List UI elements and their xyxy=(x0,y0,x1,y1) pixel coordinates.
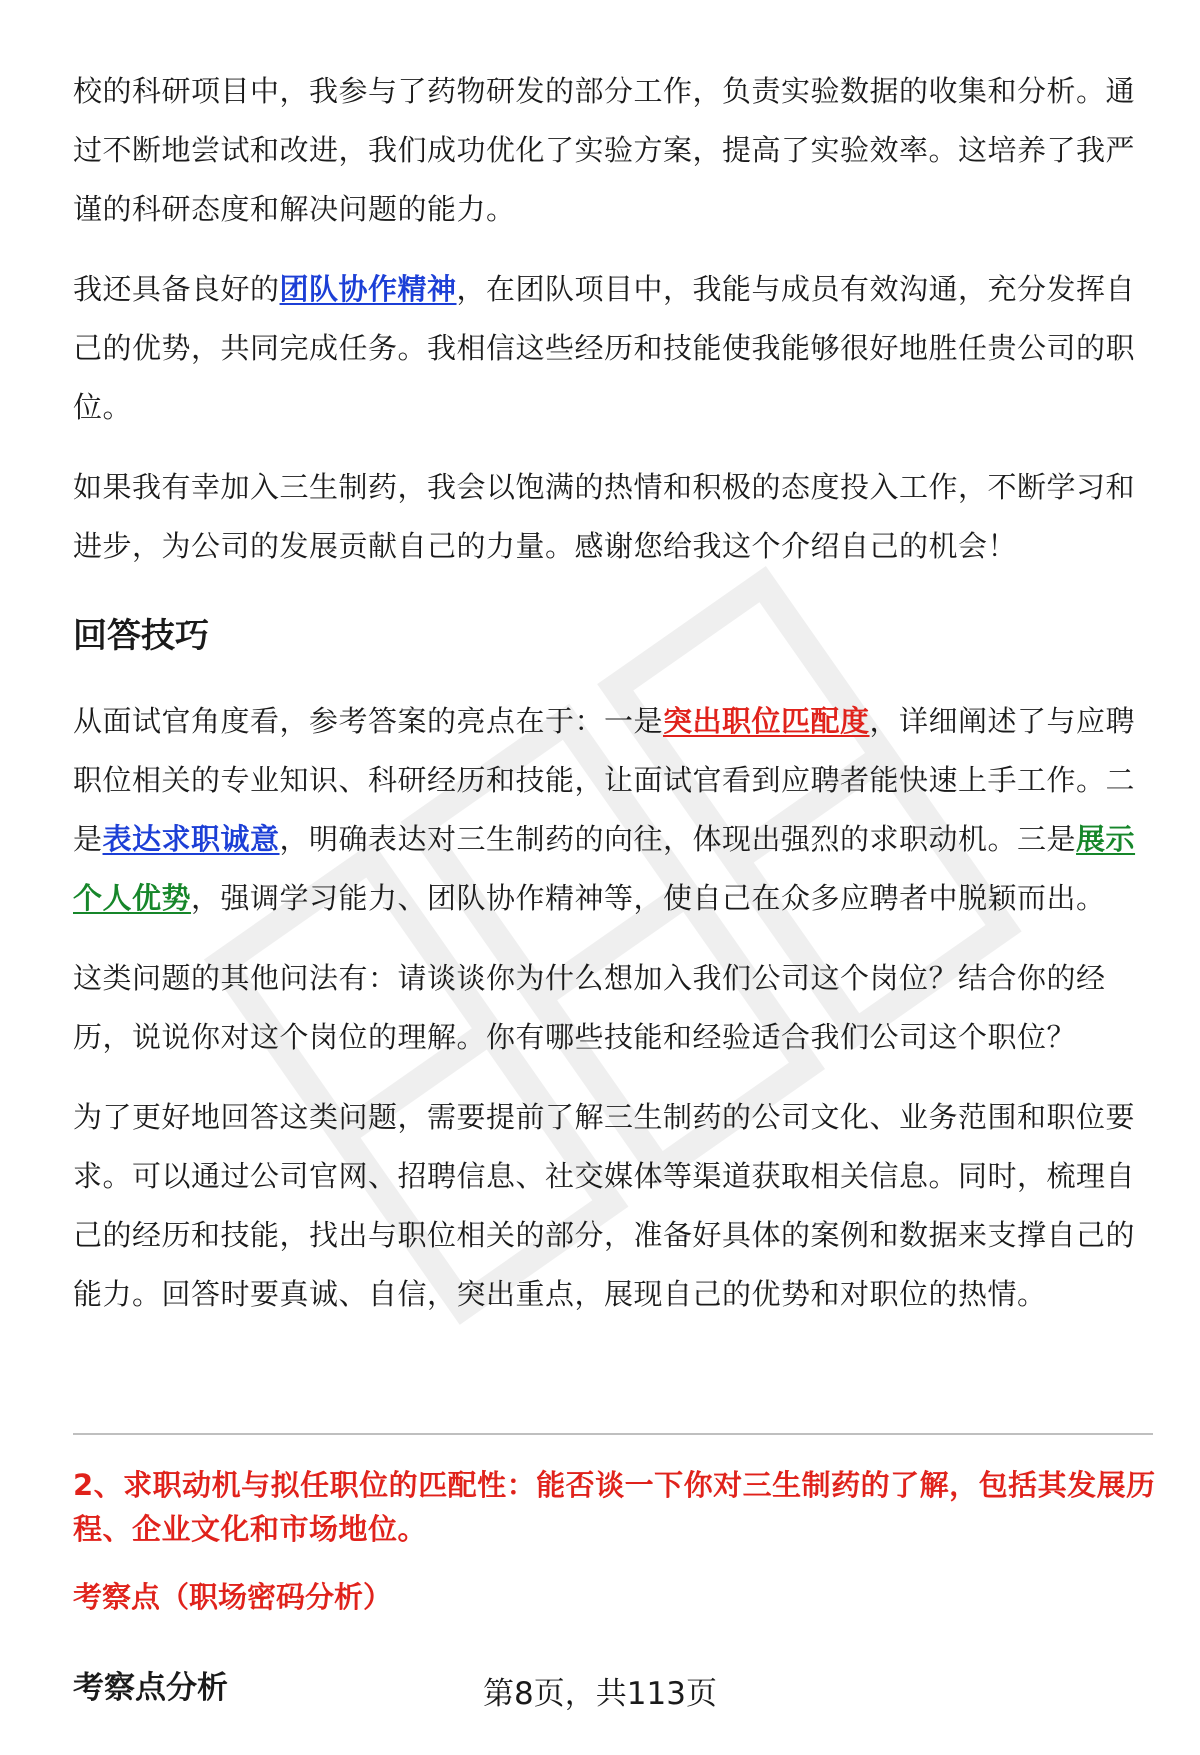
main-content xyxy=(73,62,1143,1324)
paragraph-text: 从面试官角度看，参考答案的亮点在于：一是 xyxy=(73,704,664,738)
section-divider xyxy=(73,1433,1153,1435)
highlight-job-match: 突出职位匹配度 xyxy=(663,704,870,738)
paragraph-text: ，明确表达对三生制药的向往，体现出强烈的求职动机。三是 xyxy=(279,822,1077,856)
highlight-sincerity: 表达求职诚意 xyxy=(102,822,280,856)
section-title-answer-tips: 回答技巧 xyxy=(73,616,209,656)
paragraph-tips-highlights xyxy=(73,692,1143,928)
paragraph-teamwork xyxy=(73,260,1143,437)
highlight-personal-strengths: 展示个人优势 xyxy=(73,822,1136,915)
exam-point-heading: 考察点（职场密码分析） xyxy=(73,1580,393,1614)
paragraph-alt-questions: 这类问题的其他问法有：请谈谈你为什么想加入我们公司这个岗位？结合你的经历，说说你对这个岗位的理解。你有哪些技能和经验适合我们公司这个职位？ xyxy=(73,961,1106,1054)
paragraph-text: ，在团队项目中，我能与成员有效沟通，充分发挥自己的优势，共同完成任务。我相信这些经历和技能使我能够很好地胜任贵公司的职位。 xyxy=(73,272,1136,424)
highlight-teamwork: 团队协作精神 xyxy=(279,272,457,306)
paragraph-closing: 如果我有幸加入三生制药，我会以饱满的热情和积极的态度投入工作，不断学习和进步，为公司的发展贡献自己的力量。感谢您给我这个介绍自己的机会！ xyxy=(73,470,1136,563)
paragraph-text: 我还具备良好的 xyxy=(73,272,280,306)
paragraph-preparation: 为了更好地回答这类问题，需要提前了解三生制药的公司文化、业务范围和职位要求。可以通过公司官网、招聘信息、社交媒体等渠道获取相关信息。同时，梳理自己的经历和技能，找出与职位相关的部分，准备好具体的案例和数据来支撑自己的能力。回答时要真诚、自信，突出重点，展现自己的优势和对职位的热情。 xyxy=(73,1100,1136,1311)
cutoff-heading-text: 考察点分析 xyxy=(73,1670,228,1706)
paragraph-research: 校的科研项目中，我参与了药物研发的部分工作，负责实验数据的收集和分析。通过不断地尝试和改进，我们成功优化了实验方案，提高了实验效率。这培养了我严谨的科研态度和解决问题的能力。 xyxy=(73,74,1136,226)
question-heading: 2、求职动机与拟任职位的匹配性：能否谈一下你对三生制药的了解，包括其发展历程、企业文化和市场地位。 xyxy=(73,1468,1156,1546)
paragraph-text: ，详细阐述了与应聘职位相关的专业知识、科研经历和技能，让面试官看到应聘者能快速上手工作。二是 xyxy=(73,704,1136,856)
page-number-footer: 第8页，共113页 xyxy=(483,1676,717,1712)
paragraph-text: ，强调学习能力、团队协作精神等，使自己在众多应聘者中脱颖而出。 xyxy=(191,881,1106,915)
